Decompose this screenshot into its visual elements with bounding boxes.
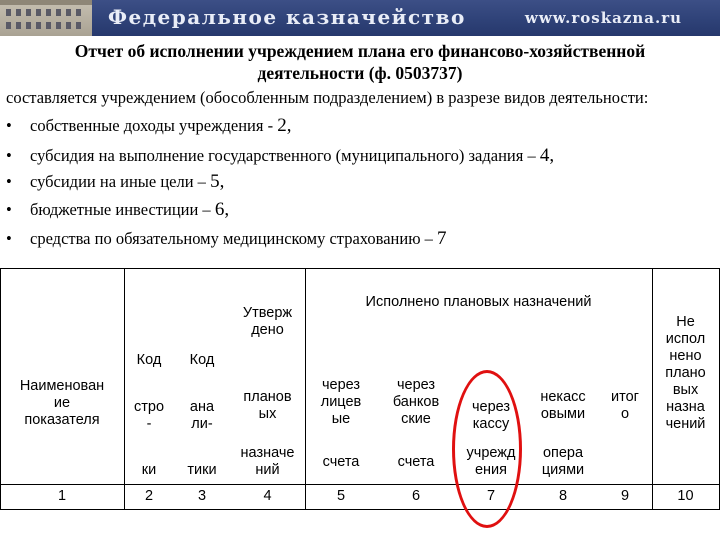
page-title-line2: деятельности (ф. 0503737) [257,63,463,83]
bullet-text: собственные доходы учреждения - [30,116,278,135]
bullet-icon: • [6,229,12,248]
bullet-number: 2, [277,115,292,136]
column-number: 2 [144,488,154,504]
header-banner [0,0,720,36]
column-header-non-cash: некасс овыми [540,389,586,422]
column-header-cash-desk: через кассу [471,399,511,432]
column-header-cash-desk: учрежд ения [466,445,516,478]
table-border-bottom [0,509,720,510]
bullet-text: бюджетные инвестиции – [30,200,215,219]
page-title-line1: Отчет об исполнении учреждением плана его финансово-хозяйственной [74,41,646,61]
bullet-number: 5, [210,171,225,192]
column-number: 9 [620,488,630,504]
page-title [0,40,720,84]
column-header-row-code: Код [136,352,162,368]
column-header-non-cash: опера циями [541,445,585,478]
column-number: 6 [411,488,421,504]
column-header-personal-accounts: через лицев ые [320,377,362,427]
column-header-approved: назначе ний [240,445,295,478]
column-header-not-executed: Не испол нено плано вых назна чений [665,314,706,432]
column-header-analytics-code: ана ли- [189,399,215,432]
column-header-name: Наименован ие показателя [19,378,105,428]
bullet-icon: • [6,146,12,165]
bullet-icon: • [6,172,12,191]
column-number: 3 [197,488,207,504]
column-number: 1 [57,488,67,504]
bullet-item [6,199,229,221]
bullet-icon: • [6,116,12,135]
column-number: 8 [558,488,568,504]
column-header-row-code: стро - [133,399,165,432]
column-header-row-code: ки [141,462,157,478]
column-header-bank-accounts: счета [397,454,435,470]
column-number: 7 [486,488,496,504]
column-header-personal-accounts: счета [322,454,360,470]
bullet-item [6,228,447,250]
highlight-ellipse [452,370,522,528]
bullet-number: 4, [539,145,555,166]
intro-text: составляется учреждением (обособленным подразделением) в разрезе видов деятельности: [6,88,649,107]
banner-title: Федеральное казначейство [108,5,466,29]
column-header-approved: планов ых [243,389,292,422]
column-header-total: итог о [611,389,639,422]
bullet-number: 7 [437,228,447,249]
table-border-top [0,268,720,269]
column-header-approved: Утверж дено [242,305,293,338]
bullet-item [6,171,224,193]
banner-url: www.roskazna.ru [524,9,682,27]
column-header-analytics-code: Код [189,352,215,368]
table-row-separator [0,484,720,485]
bullet-text: субсидии на иные цели – [30,172,211,191]
column-header-analytics-code: тики [187,462,217,478]
bullet-icon: • [6,200,12,219]
bullet-text: субсидия на выполнение государственного (муниципального) задания – [30,146,540,165]
column-number: 5 [336,488,346,504]
bullet-item [6,145,554,167]
column-number: 4 [263,488,272,504]
bullet-number: 6, [214,199,230,220]
column-group-executed: Исполнено плановых назначений [365,294,592,310]
bullet-text: средства по обязательному медицинскому страхованию – [30,229,438,248]
column-header-bank-accounts: через банков ские [392,377,440,427]
column-number: 10 [677,488,694,504]
building-image [0,0,92,36]
bullet-item [6,115,291,137]
